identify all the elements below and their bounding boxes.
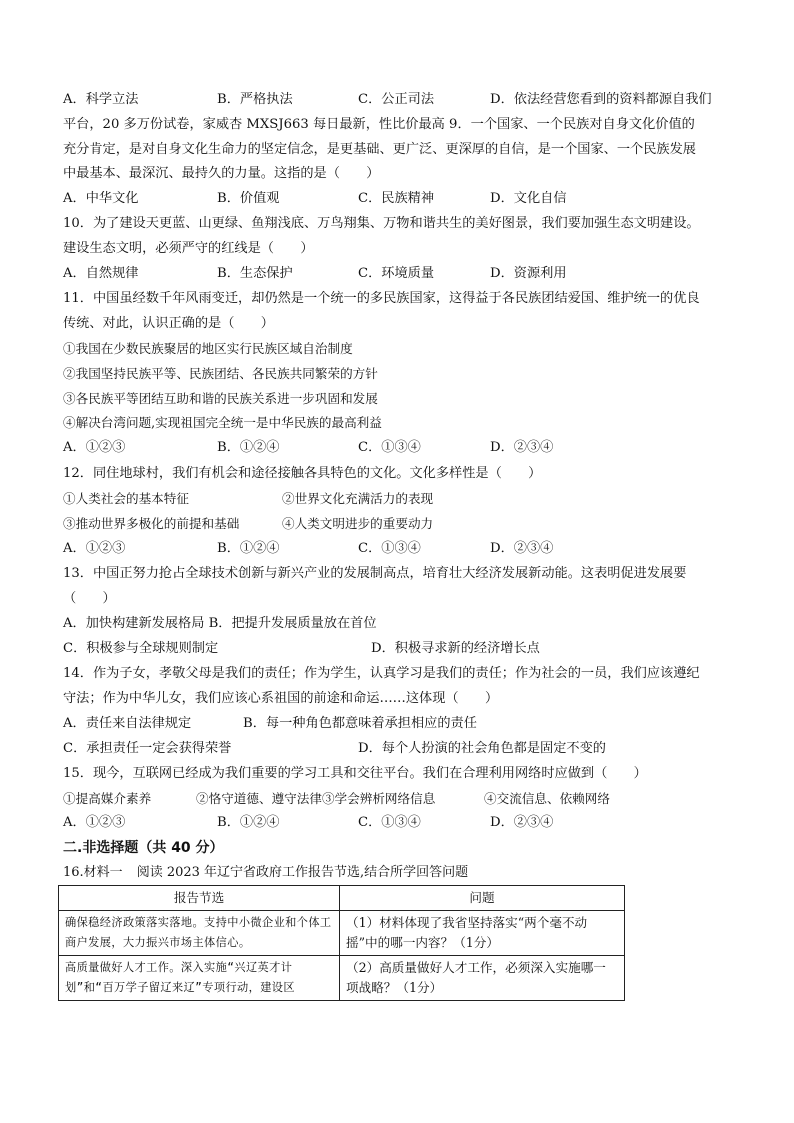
q14-option-a: A．责任来自法律规定 [63,716,192,731]
q12-item-4: ④人类文明进步的重要动力 [282,516,434,531]
q8-option-d: D．依法经营您看到的资料都源自我们 [490,92,712,107]
q11-option-c: C．①③④ [358,440,421,455]
q12-option-c: C．①③④ [358,541,421,556]
q12-stem: 12．同住地球村，我们有机会和途径接触各具特色的文化。文化多样性是（ ） [63,466,542,481]
q16-instruction: 阅读 2023 年辽宁省政府工作报告节选,结合所学回答问题 [136,865,469,880]
q12-option-b: B．①②④ [217,541,280,556]
q11-stem-2: 传统、对此，认识正确的是（ ） [63,316,274,331]
q15-stem: 15．现今，互联网已经成为我们重要的学习工具和交往平台。我们在合理利用网络时应做到（ ） [63,766,647,781]
q11-option-a: A．①②③ [63,440,126,455]
q9-line-1: 平台，20 多万份试卷，家威杏 MXSJ663 每日最新，性比价最高 9．一个国家、一个民族对自身文化价值的 [63,117,695,132]
q13-stem-2: （ ） [63,591,116,606]
q14-option-d: D．每个人扮演的社会角色都是固定不变的 [358,741,606,756]
q14-option-b: B．每一种角色都意味着承担相应的责任 [243,716,477,731]
q12-item-2: ②世界文化充满活力的表现 [282,491,434,506]
q11-item-2: ②我国坚持民族平等、民族团结、各民族共同繁荣的方针 [63,366,378,381]
table-row [59,911,625,956]
table-cell-excerpt: 确保稳经济政策落实落地。支持中小微企业和个体工商户发展，大力振兴市场主体信心。 [59,911,340,956]
table-header-excerpt: 报告节选 [59,886,340,911]
q8-option-c: C．公正司法 [358,92,435,107]
q9-line-3: 中最基本、最深沉、最持久的力量。这指的是（ ） [63,166,380,181]
q16-label: 16.材料一 [63,865,123,880]
table-header-question: 问题 [340,886,625,911]
q13-option-d: D．积极寻求新的经济增长点 [371,641,540,656]
q9-option-a: A．中华文化 [63,191,139,206]
q12-item-3: ③推动世界多极化的前提和基础 [63,516,240,531]
q15-item-1: ①提高媒介素养 [63,791,152,806]
q11-item-1: ①我国在少数民族聚居的地区实行民族区域自治制度 [63,341,353,356]
q11-stem-1: 11．中国虽经数千年风雨变迁，却仍然是一个统一的多民族国家，这得益于各民族团结爱国、维护统一的优良 [63,291,700,306]
q14-stem-1: 14．作为子女，孝敬父母是我们的责任；作为学生，认真学习是我们的责任；作为社会的一员，我们应该遵纪 [63,666,700,681]
q9-option-d: D．文化自信 [490,191,567,206]
section-heading: 二.非选择题（共 40 分） [63,840,224,856]
table-header-row [59,886,625,911]
q15-option-d: D．②③④ [490,815,554,830]
q9-option-b: B．价值观 [217,191,280,206]
q9-line-2: 充分肯定，是对自身文化生命力的坚定信念，是更基础、更广泛、更深厚的自信，是一个国家、一个民族发展 [63,142,696,157]
table-row [59,956,625,1001]
q11-option-d: D．②③④ [490,440,554,455]
q15-option-c: C．①③④ [358,815,421,830]
q14-stem-2: 守法；作为中华儿女，我们应该心系祖国的前途和命运……这体现（ ） [63,691,499,706]
q10-option-a: A．自然规律 [63,266,139,281]
q16-intro [63,864,468,882]
q8-option-b: B．严格执法 [217,92,293,107]
q13-stem-1: 13．中国正努力抢占全球技术创新与新兴产业的发展制高点，培育壮大经济发展新动能。这表明促进发展要 [63,566,687,581]
q12-option-d: D．②③④ [490,541,554,556]
q13-option-c: C．积极参与全球规则制定 [63,641,219,656]
table-cell-question: （2）高质量做好人才工作，必须深入实施哪一项战略？（1分） [340,956,625,1001]
report-table [58,885,625,1001]
q14-option-c: C．承担责任一定会获得荣誉 [63,741,232,756]
q11-item-3: ③各民族平等团结互助和谐的民族关系进一步巩固和发展 [63,391,378,406]
q15-option-b: B．①②④ [217,815,280,830]
q10-option-c: C．环境质量 [358,266,435,281]
q10-stem-1: 10．为了建设天更蓝、山更绿、鱼翔浅底、万鸟翔集、万物和谐共生的美好图景，我们要加强生态文明建设。 [63,216,700,231]
q11-option-b: B．①②④ [217,440,280,455]
q10-option-b: B．生态保护 [217,266,293,281]
table-cell-question: （1）材料体现了我省坚持落实“两个毫不动摇”中的哪一内容？（1分） [340,911,625,956]
q10-stem-2: 建设生态文明，必须严守的红线是（ ） [63,241,314,256]
q8-option-a: A．科学立法 [63,92,139,107]
q15-item-3: ④交流信息、依赖网络 [484,791,610,806]
q11-item-4: ④解决台湾问题,实现祖国完全统一是中华民族的最高利益 [63,415,382,430]
q15-item-2: ②恪守道德、遵守法律③学会辨析网络信息 [196,791,436,806]
q12-option-a: A．①②③ [63,541,126,556]
q9-option-c: C．民族精神 [358,191,435,206]
q13-option-ab: A．加快构建新发展格局 B．把提升发展质量放在首位 [63,616,377,631]
q12-item-1: ①人类社会的基本特征 [63,491,189,506]
q15-option-a: A．①②③ [63,815,126,830]
table-cell-excerpt: 高质量做好人才工作。深入实施“兴辽英才计划”和“百万学子留辽来辽”专项行动，建设区 [59,956,340,1001]
q10-option-d: D．资源利用 [490,266,567,281]
